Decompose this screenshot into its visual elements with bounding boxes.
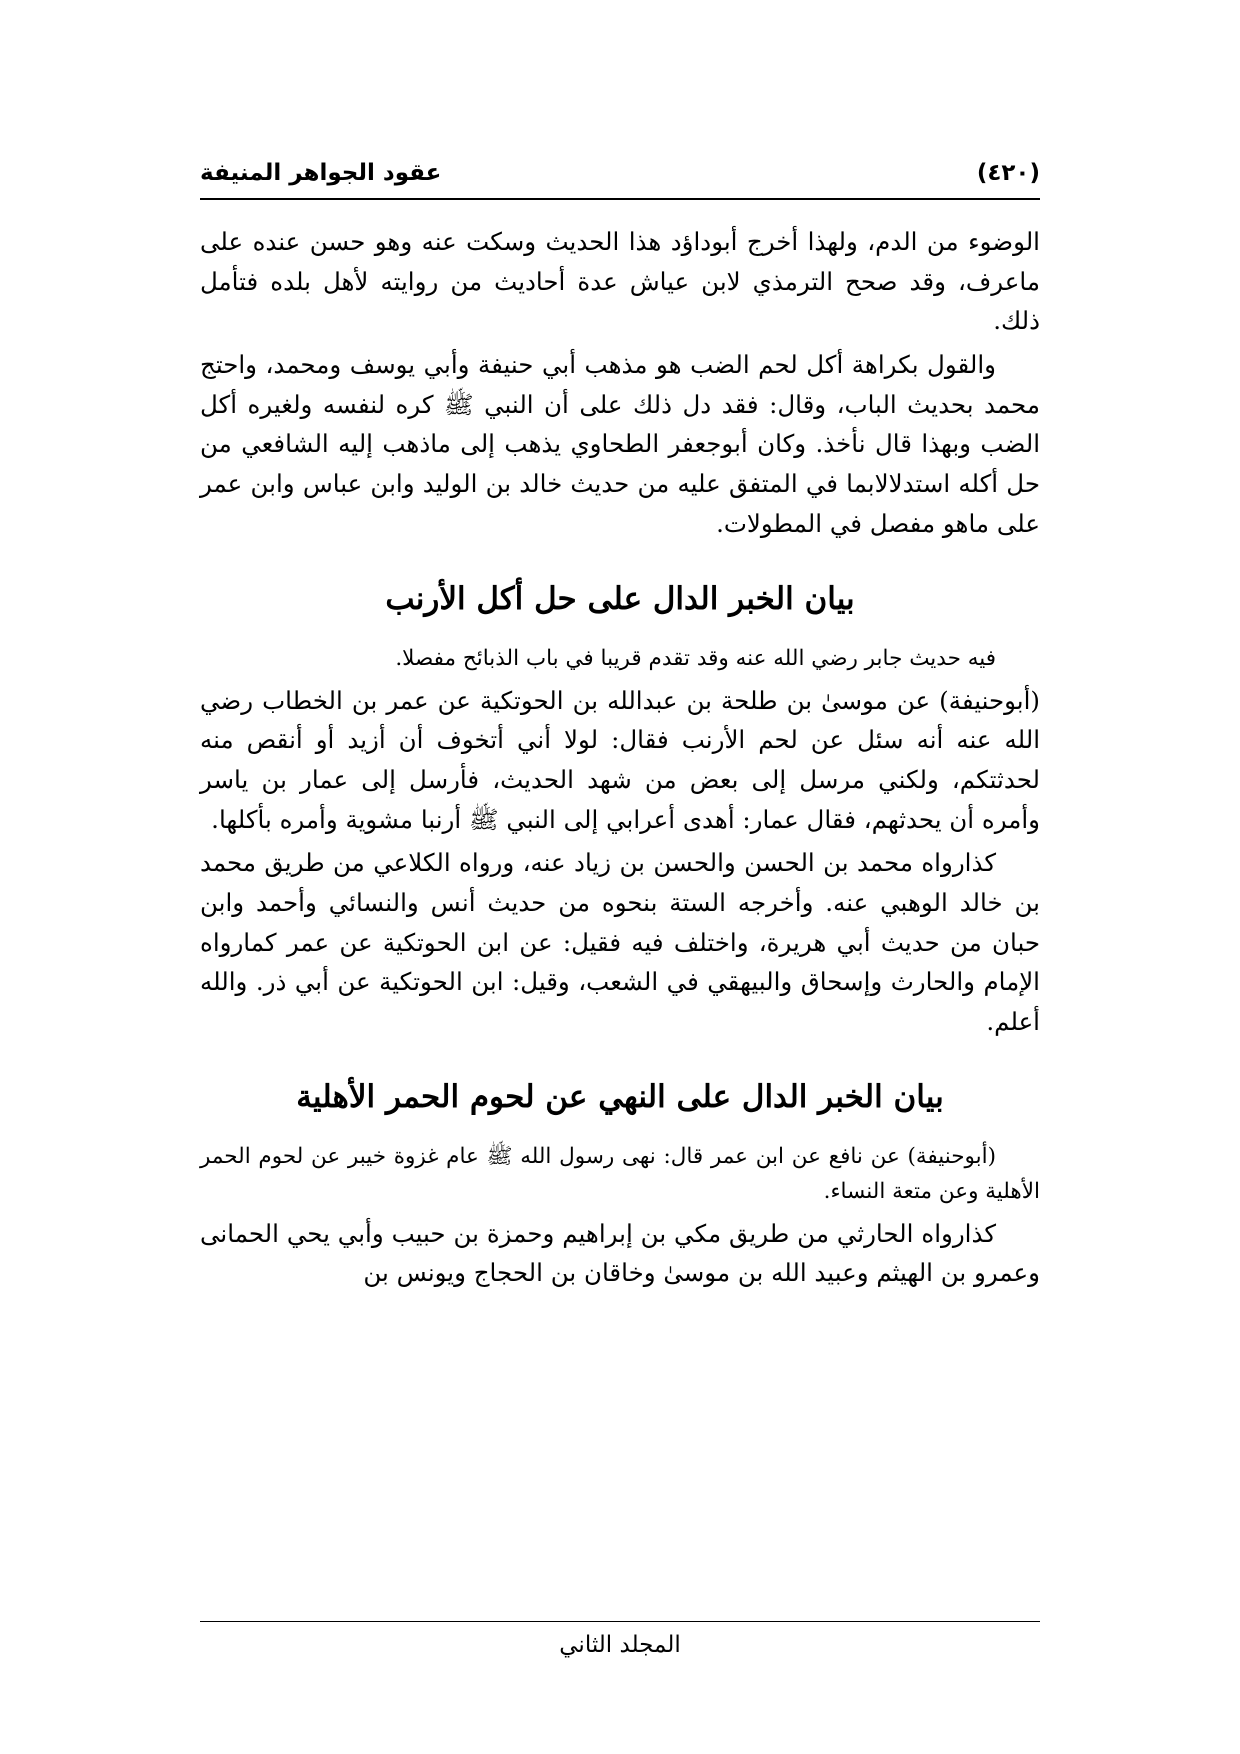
section-heading-arnab: بيان الخبر الدال على حل أكل الأرنب: [385, 580, 855, 617]
page-number: (٤٢٠): [976, 160, 1040, 186]
footer-divider: [200, 1621, 1040, 1622]
section-intro: فيه حديث جابر رضي الله عنه وقد تقدم قريبا في باب الذبائح مفصلا.: [395, 645, 996, 671]
header-divider: [200, 198, 1040, 200]
page-header: [200, 160, 1040, 196]
volume-label: المجلد الثاني: [559, 1632, 681, 1658]
paragraph: الوضوء من الدم، ولهذا أخرج أبوداؤد هذا الحديث وسكت عنه وهو حسن عنده على ماعرف، وقد صحح الترمذي لابن عياش عدة أحاديث من روايته لأهل بلده فتأمل ذلك.: [200, 227, 1040, 336]
paragraph: كذارواه محمد بن الحسن والحسن بن زياد عنه، ورواه الكلاعي من طريق محمد بن خالد الوهبي عنه. وأخرجه الستة بنحوه من حديث أنس والنسائي وأحمد وابن حبان من حديث أبي هريرة، واختلف فيه فقيل: عن ابن الحوتكية عن عمر كمارواه الإمام والحارث وإسحاق والبيهقي في الشعب، وقيل: ابن الحوتكية عن أبي ذر. والله أعلم.: [200, 848, 1040, 1037]
section-intro: (أبوحنيفة) عن نافع عن ابن عمر قال: نهى رسول الله ﷺ عام غزوة خيبر عن لحوم الحمر الأهلية وعن متعة النساء.: [200, 1143, 1040, 1204]
page-footer: [200, 1621, 1040, 1658]
book-title: عقود الجواهر المنيفة: [200, 160, 442, 186]
page-body: [200, 222, 1040, 1293]
paragraph: والقول بكراهة أكل لحم الضب هو مذهب أبي حنيفة وأبي يوسف ومحمد، واحتج محمد بحديث الباب، وقال: فقد دل ذلك على أن النبي ﷺ كره لنفسه ولغيره أكل الضب وبهذا قال نأخذ. وكان أبوجعفر الطحاوي يذهب إلى ماذهب إليه الشافعي من حل أكله استدلالابما في المتفق عليه من حديث خالد بن الوليد وابن عباس وابن عمر على ماهو مفصل في المطولات.: [200, 350, 1040, 538]
paragraph: (أبوحنيفة) عن موسىٰ بن طلحة بن عبدالله بن الحوتكية عن عمر بن الخطاب رضي الله عنه أنه سئل عن لحم الأرنب فقال: لولا أني أتخوف أن أزيد أو أنقص منه لحدثتكم، ولكني مرسل إلى بعض من شهد الحديث، فأرسل إلى عمار بن ياسر وأمره أن يحدثهم، فقال عمار: أهدى أعرابي إلى النبي ﷺ أرنبا مشوية وأمره بأكلها.: [200, 685, 1040, 834]
paragraph: كذارواه الحارثي من طريق مكي بن إبراهيم وحمزة بن حبيب وأبي يحي الحمانى وعمرو بن الهيثم وعبيد الله بن موسىٰ وخاقان بن الحجاج ويونس بن: [200, 1218, 1040, 1288]
section-heading-humur: بيان الخبر الدال على النهي عن لحوم الحمر الأهلية: [296, 1078, 944, 1115]
